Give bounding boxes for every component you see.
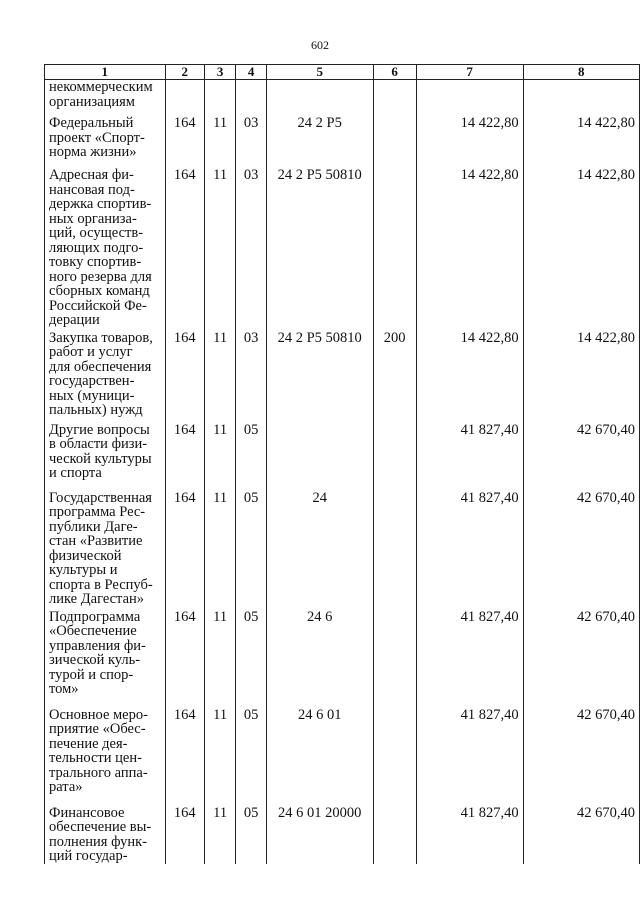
amount-year-1: 14 422,80 bbox=[416, 165, 523, 328]
amount-year-1: 41 827,40 bbox=[416, 705, 523, 803]
target-article: 24 6 bbox=[266, 607, 373, 705]
row-name-line: проект «Спорт- bbox=[49, 129, 145, 146]
ministry-code: 164 bbox=[165, 488, 204, 607]
row-name-line: приятие «Обес- bbox=[49, 721, 146, 737]
row-name bbox=[45, 607, 166, 705]
target-article: 24 2 P5 50810 bbox=[266, 328, 373, 420]
row-name bbox=[45, 113, 166, 165]
row-name-line: ций государ- bbox=[49, 848, 128, 864]
amount-year-1: 41 827,40 bbox=[416, 607, 523, 705]
amount-year-1: 14 422,80 bbox=[416, 113, 523, 165]
column-header: 6 bbox=[373, 65, 416, 80]
budget-table bbox=[44, 64, 640, 864]
row-name-line: ческой культуры bbox=[49, 450, 152, 467]
amount-year-2: 42 670,40 bbox=[523, 705, 639, 803]
row-name-line: обеспечение вы- bbox=[49, 819, 152, 835]
row-name-line: трального аппа- bbox=[49, 764, 148, 781]
row-name-line: ций, осуществ- bbox=[49, 225, 144, 241]
row-name-line: стан «Развитие bbox=[49, 533, 143, 549]
row-name bbox=[45, 80, 166, 114]
row-name-line: Закупка товаров, bbox=[49, 329, 153, 346]
table-header-row bbox=[45, 65, 640, 80]
expense-type bbox=[373, 803, 416, 864]
table-row bbox=[45, 488, 640, 607]
row-name-line: турой и спор- bbox=[49, 666, 134, 683]
page-number: 602 bbox=[311, 38, 329, 52]
table-row bbox=[45, 420, 640, 488]
row-name-line: дерации bbox=[49, 312, 100, 328]
section-code: 11 bbox=[204, 420, 235, 488]
row-name-line: Адресная фи- bbox=[49, 167, 134, 183]
expense-type bbox=[373, 113, 416, 165]
row-name-line: физической bbox=[49, 547, 122, 564]
table-row bbox=[45, 607, 640, 705]
row-name-line: держка спортив- bbox=[49, 196, 152, 212]
row-name bbox=[45, 328, 166, 420]
target-article: 24 2 P5 50810 bbox=[266, 165, 373, 328]
amount-year-2: 42 670,40 bbox=[523, 488, 639, 607]
section-code: 11 bbox=[204, 488, 235, 607]
ministry-code: 164 bbox=[165, 165, 204, 328]
row-name-line: норма жизни» bbox=[49, 144, 137, 160]
subsection-code: 05 bbox=[236, 607, 267, 705]
subsection-code: 03 bbox=[236, 165, 267, 328]
row-name bbox=[45, 165, 166, 328]
row-name-line: Государственная bbox=[49, 489, 152, 506]
amount-year-2: 42 670,40 bbox=[523, 607, 639, 705]
row-name-line: полнения функ- bbox=[49, 833, 147, 850]
row-name-line: ных организа- bbox=[49, 210, 137, 227]
row-name-line: Другие вопросы bbox=[49, 421, 150, 438]
amount-year-2: 42 670,40 bbox=[523, 420, 639, 488]
expense-type bbox=[373, 165, 416, 328]
section-code: 11 bbox=[204, 705, 235, 803]
row-name bbox=[45, 488, 166, 607]
row-name-line: Финансовое bbox=[49, 804, 125, 821]
row-name-line: ного резерва для bbox=[49, 268, 152, 285]
row-name-line: некоммерческим bbox=[49, 79, 153, 95]
amount-year-1: 41 827,40 bbox=[416, 420, 523, 488]
row-name bbox=[45, 705, 166, 803]
expense-type bbox=[373, 705, 416, 803]
amount-year-1 bbox=[416, 80, 523, 114]
target-article bbox=[266, 420, 373, 488]
row-name-line: Российской Фе- bbox=[49, 297, 147, 314]
column-header: 4 bbox=[236, 65, 267, 80]
row-name-line: культуры и bbox=[49, 562, 118, 578]
table-row bbox=[45, 803, 640, 864]
amount-year-2 bbox=[523, 80, 639, 114]
section-code: 11 bbox=[204, 803, 235, 864]
table-row bbox=[45, 113, 640, 165]
row-name-line: государствен- bbox=[49, 373, 135, 389]
row-name-line: зической куль- bbox=[49, 652, 141, 668]
table-row bbox=[45, 165, 640, 328]
ministry-code: 164 bbox=[165, 705, 204, 803]
expense-type bbox=[373, 80, 416, 114]
column-header: 3 bbox=[204, 65, 235, 80]
row-name-line: товку спортив- bbox=[49, 254, 142, 270]
row-name-line: и спорта bbox=[49, 465, 102, 481]
row-name-line: спорта в Респуб- bbox=[49, 576, 153, 593]
row-name-line: сборных команд bbox=[49, 283, 150, 299]
row-name-line: ных (муници- bbox=[49, 387, 135, 404]
column-header: 5 bbox=[266, 65, 373, 80]
row-name-line: Федеральный bbox=[49, 115, 134, 131]
row-name-line: нансовая под- bbox=[49, 181, 135, 198]
ministry-code bbox=[165, 80, 204, 114]
expense-type bbox=[373, 607, 416, 705]
subsection-code: 03 bbox=[236, 113, 267, 165]
section-code: 11 bbox=[204, 328, 235, 420]
amount-year-2: 14 422,80 bbox=[523, 165, 639, 328]
row-name-line: организациям bbox=[49, 93, 135, 110]
amount-year-2: 42 670,40 bbox=[523, 803, 639, 864]
section-code: 11 bbox=[204, 165, 235, 328]
row-name-line: тельности цен- bbox=[49, 750, 142, 766]
row-name-line: ляющих подго- bbox=[49, 239, 144, 256]
column-header: 7 bbox=[416, 65, 523, 80]
row-name bbox=[45, 803, 166, 864]
amount-year-1: 14 422,80 bbox=[416, 328, 523, 420]
table-row bbox=[45, 705, 640, 803]
row-name-line: программа Рес- bbox=[49, 504, 146, 520]
amount-year-1: 41 827,40 bbox=[416, 803, 523, 864]
row-name-line: рата» bbox=[49, 779, 83, 795]
ministry-code: 164 bbox=[165, 420, 204, 488]
expense-type bbox=[373, 420, 416, 488]
column-header: 2 bbox=[165, 65, 204, 80]
row-name-line: работ и услуг bbox=[49, 344, 133, 360]
target-article: 24 6 01 20000 bbox=[266, 803, 373, 864]
row-name-line: лике Дагестан» bbox=[49, 591, 145, 607]
table-row bbox=[45, 328, 640, 420]
target-article: 24 bbox=[266, 488, 373, 607]
subsection-code: 05 bbox=[236, 420, 267, 488]
subsection-code bbox=[236, 80, 267, 114]
subsection-code: 05 bbox=[236, 803, 267, 864]
section-code: 11 bbox=[204, 113, 235, 165]
section-code bbox=[204, 80, 235, 114]
row-name-line: для обеспечения bbox=[49, 358, 152, 375]
row-name-line: управления фи- bbox=[49, 637, 146, 654]
subsection-code: 03 bbox=[236, 328, 267, 420]
ministry-code: 164 bbox=[165, 803, 204, 864]
row-name bbox=[45, 420, 166, 488]
row-name-line: в области физи- bbox=[49, 436, 148, 452]
subsection-code: 05 bbox=[236, 488, 267, 607]
row-name-line: печение дея- bbox=[49, 735, 128, 752]
table-body bbox=[45, 80, 640, 864]
row-name-line: публики Даге- bbox=[49, 518, 138, 535]
row-name-line: Основное меро- bbox=[49, 706, 148, 723]
row-name-line: пальных) нужд bbox=[49, 402, 143, 418]
section-code: 11 bbox=[204, 607, 235, 705]
subsection-code: 05 bbox=[236, 705, 267, 803]
ministry-code: 164 bbox=[165, 328, 204, 420]
target-article: 24 2 P5 bbox=[266, 113, 373, 165]
column-header: 1 bbox=[45, 65, 166, 80]
row-name-line: Подпрограмма bbox=[49, 608, 141, 625]
ministry-code: 164 bbox=[165, 607, 204, 705]
table-row bbox=[45, 80, 640, 114]
column-header: 8 bbox=[523, 65, 639, 80]
expense-type bbox=[373, 488, 416, 607]
amount-year-1: 41 827,40 bbox=[416, 488, 523, 607]
ministry-code: 164 bbox=[165, 113, 204, 165]
row-name-line: том» bbox=[49, 681, 79, 697]
row-name-line: «Обеспечение bbox=[49, 623, 137, 639]
target-article bbox=[266, 80, 373, 114]
target-article: 24 6 01 bbox=[266, 705, 373, 803]
expense-type: 200 bbox=[373, 328, 416, 420]
amount-year-2: 14 422,80 bbox=[523, 113, 639, 165]
amount-year-2: 14 422,80 bbox=[523, 328, 639, 420]
